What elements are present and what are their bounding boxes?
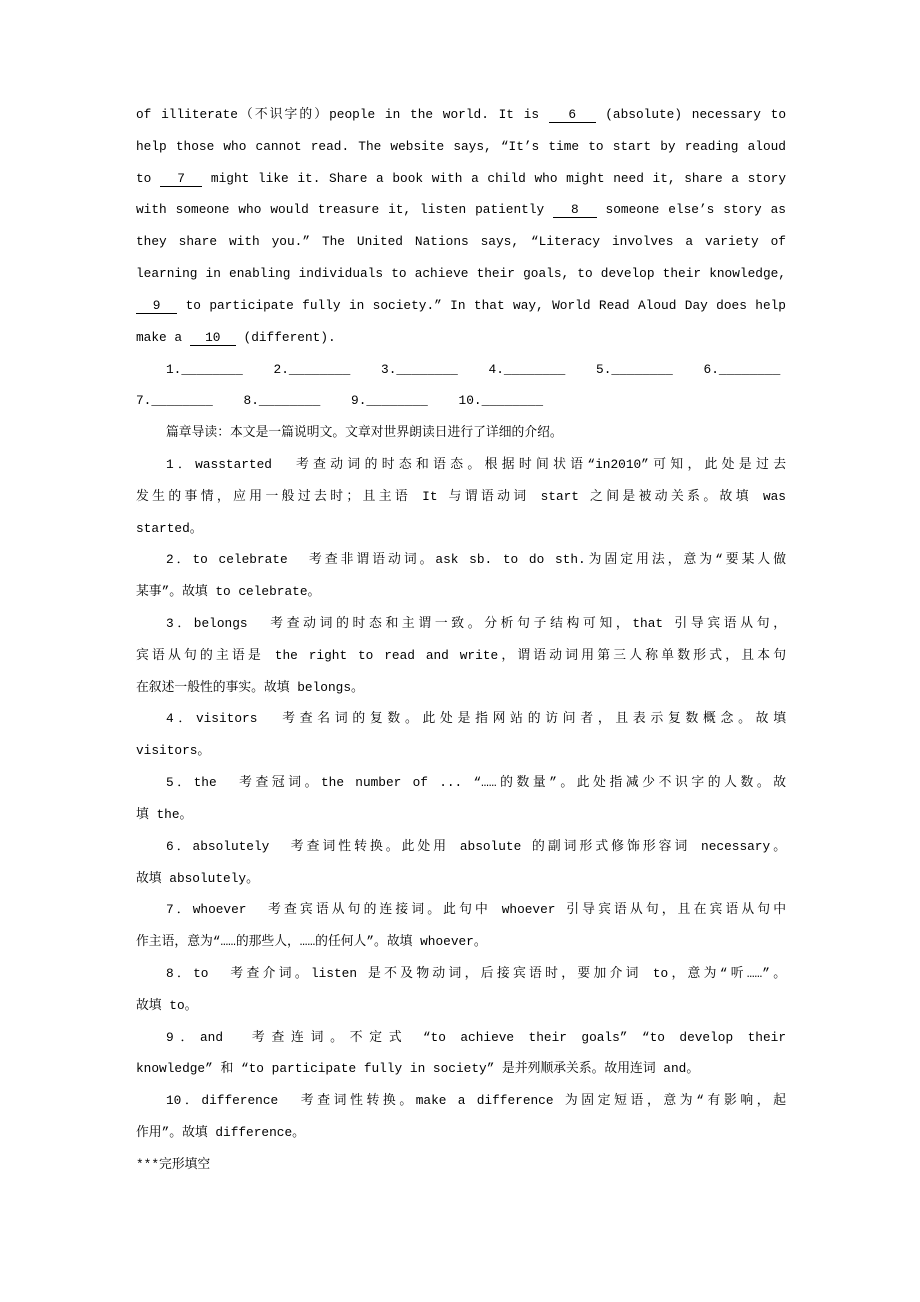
text-segment: 某事”。故填 to celebrate。 xyxy=(136,584,321,600)
text-segment: 在叙述一般性的事实。故填 belongs。 xyxy=(136,679,364,695)
text-line xyxy=(136,226,786,258)
blank-answer: 8 xyxy=(553,202,597,218)
text-line xyxy=(136,703,786,735)
text-segment: with someone who would treasure it, listen patiently xyxy=(136,202,554,218)
text-segment: someone else’s story as xyxy=(596,202,786,218)
text-segment: help those who cannot read. The website says, “It’s time to start by reading aloud xyxy=(136,138,786,154)
text-segment: 作主语，意为“……的那些人，……的任何人”。故填 whoever。 xyxy=(136,934,487,950)
text-line xyxy=(136,894,786,926)
text-line xyxy=(136,131,786,163)
text-line xyxy=(136,990,786,1022)
text-line xyxy=(136,513,786,545)
text-line xyxy=(136,1085,786,1117)
text-line xyxy=(136,1022,786,1054)
text-line xyxy=(136,354,786,386)
text-segment: 篇章导读：本文是一篇说明文。文章对世界朗读日进行了详细的介绍。 xyxy=(166,425,563,441)
blank-answer: 7 xyxy=(160,170,203,186)
text-line xyxy=(136,163,786,195)
text-segment: of illiterate（不识字的）people in the world. It is xyxy=(136,107,549,122)
text-line xyxy=(136,544,786,576)
text-line xyxy=(136,322,786,354)
text-segment: 7．whoever 考查宾语从句的连接词。此句中 whoever 引导宾语从句，且在宾语从句中 xyxy=(166,902,786,918)
text-segment: make a xyxy=(136,329,190,345)
text-segment: 发生的事情，应用一般过去时；且主语 It 与谓语动词 start 之间是被动关系。故填 was xyxy=(136,488,786,504)
text-line xyxy=(136,799,786,831)
text-segment: 4．visitors 考查名词的复数。此处是指网站的访问者，且表示复数概念。故填 xyxy=(166,711,786,727)
text-line xyxy=(136,926,786,958)
text-line xyxy=(136,258,786,290)
text-segment: knowledge” 和 “to participate fully in society” 是并列顺承关系。故用连词 and。 xyxy=(136,1061,700,1077)
text-line xyxy=(136,672,786,704)
text-line xyxy=(136,99,786,131)
text-segment: 1.________ 2.________ 3.________ 4.________ 5.________ 6.________ xyxy=(166,361,781,377)
text-segment: 2．to celebrate 考查非谓语动词。ask sb. to do sth.为固定用法，意为“要某人做 xyxy=(166,552,786,568)
text-segment: 8．to 考查介词。listen 是不及物动词，后接宾语时，要加介词 to，意为“听……”。 xyxy=(166,965,786,981)
text-segment: 5．the 考查冠词。the number of ... “……的数量”。此处指减少不识字的人数。故 xyxy=(166,775,786,791)
text-line xyxy=(136,735,786,767)
blank-answer: 10 xyxy=(189,329,236,345)
text-segment: started。 xyxy=(136,520,203,536)
text-segment: ***完形填空 xyxy=(136,1156,211,1172)
text-segment: 故填 absolutely。 xyxy=(136,870,259,886)
text-line xyxy=(136,608,786,640)
text-segment: 1．wasstarted 考查动词的时态和语态。根据时间状语“in2010”可知，此处是过去 xyxy=(166,456,786,472)
text-line xyxy=(136,194,786,226)
text-segment: 3．belongs 考查动词的时态和主谓一致。分析句子结构可知，that 引导宾语从句， xyxy=(166,616,786,631)
text-segment: (different). xyxy=(235,329,336,345)
text-segment: 宾语从句的主语是 the right to read and write，谓语动词用第三人称单数形式，且本句 xyxy=(136,647,786,663)
text-segment: to participate fully in society.” In that way, World Read Aloud Day does help xyxy=(177,297,786,313)
text-line xyxy=(136,831,786,863)
text-segment: to xyxy=(136,170,161,186)
text-segment: 故填 to。 xyxy=(136,997,198,1013)
text-line xyxy=(136,481,786,513)
text-line xyxy=(136,1149,786,1181)
text-segment: 填 the。 xyxy=(136,806,193,822)
text-line xyxy=(136,863,786,895)
text-segment: learning in enabling individuals to achieve their goals, to develop their knowledge, xyxy=(136,266,786,282)
text-segment: (absolute) necessary to xyxy=(595,107,786,122)
blank-answer: 9 xyxy=(136,297,178,313)
blank-answer: 6 xyxy=(548,107,596,122)
text-line xyxy=(136,417,786,449)
text-line xyxy=(136,958,786,990)
text-line xyxy=(136,1053,786,1085)
text-segment: might like it. Share a book with a child who might need it, share a story xyxy=(202,170,786,186)
text-line xyxy=(136,640,786,672)
text-segment: 作用”。故填 difference。 xyxy=(136,1125,305,1140)
text-segment: 10．difference 考查词性转换。make a difference 为固定短语，意为“有影响，起 xyxy=(166,1093,786,1109)
text-segment: 6．absolutely 考查词性转换。此处用 absolute 的副词形式修饰形容词 necessary。 xyxy=(166,838,786,854)
text-segment: visitors。 xyxy=(136,743,211,759)
text-line xyxy=(136,290,786,322)
document-body xyxy=(136,99,786,1181)
text-line xyxy=(136,449,786,481)
text-line xyxy=(136,767,786,799)
text-line xyxy=(136,1117,786,1149)
text-segment: 9．and 考查连词。不定式 “to achieve their goals” “to develop their xyxy=(166,1029,786,1045)
text-line xyxy=(136,576,786,608)
text-segment: they share with you.” The United Nations says, “Literacy involves a variety of xyxy=(136,234,786,250)
text-segment: 7.________ 8.________ 9.________ 10.________ xyxy=(136,393,544,409)
text-line xyxy=(136,385,786,417)
